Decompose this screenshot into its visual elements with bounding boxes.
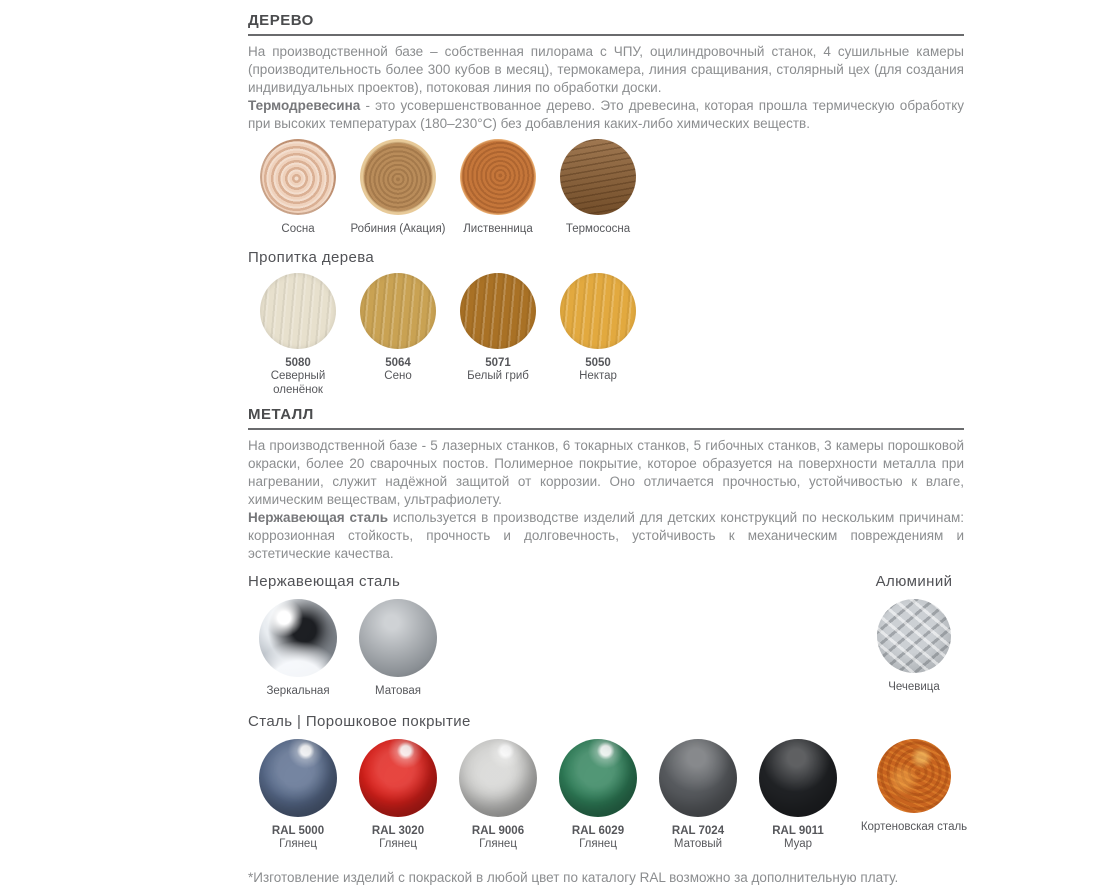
impregnation-code: 5080 — [285, 356, 311, 369]
aluminum-column — [864, 573, 964, 699]
ral-label — [548, 825, 648, 852]
ral-finish: Глянец — [279, 838, 317, 850]
mirror-steel-sphere — [259, 599, 337, 677]
metal-divider — [248, 428, 964, 430]
wood-intro-text — [248, 43, 964, 133]
ral-finish: Муар — [783, 838, 813, 850]
impregnation-code: 5064 — [385, 356, 411, 369]
ral-code: RAL 3020 — [371, 824, 425, 837]
stainless-finish-label: Матовая — [375, 685, 421, 697]
catalog-page — [248, 0, 968, 885]
stainless-aluminum-row — [248, 573, 964, 699]
ral-label — [748, 825, 848, 852]
impregnation-name: Нектар — [579, 370, 617, 382]
thermowood-term: Термодревесина — [248, 98, 361, 113]
wood-species-label: Термососна — [565, 223, 631, 235]
ral-color-item — [648, 739, 748, 852]
thermowood-paragraph — [248, 97, 964, 133]
stainless-paragraph — [248, 509, 964, 563]
ral-code: RAL 6029 — [571, 824, 625, 837]
impregnation-label — [348, 357, 448, 384]
stainless-finish-item — [348, 599, 448, 699]
impregnation-code: 5071 — [485, 356, 511, 369]
ral-ball — [659, 739, 737, 817]
impregnation-sample — [460, 273, 536, 349]
ral-color-item — [248, 739, 348, 852]
wood-species-item — [448, 139, 548, 237]
ral-label — [648, 825, 748, 852]
ral-ball — [559, 739, 637, 817]
ral-footnote: *Изготовление изделий с покраской в любой цвет по каталогу RAL возможно за дополнительную плату. — [248, 869, 899, 885]
ral-finish: Глянец — [579, 838, 617, 850]
pine-wood-sample — [260, 139, 336, 215]
ral-ball — [359, 739, 437, 817]
impregnation-sample — [260, 273, 336, 349]
stainless-finish-label: Зеркальная — [266, 685, 330, 697]
ral-label — [448, 825, 548, 852]
robinia-wood-sample — [360, 139, 436, 215]
impregnation-sample — [360, 273, 436, 349]
impregnation-label — [448, 357, 548, 384]
wood-species-row — [248, 139, 964, 237]
impregnation-swatch — [548, 273, 648, 398]
ral-color-item — [448, 739, 548, 852]
aluminum-title: Алюминий — [875, 573, 953, 590]
wood-section-title: ДЕРЕВО — [248, 12, 314, 29]
thermopine-wood-sample — [560, 139, 636, 215]
impregnation-title: Пропитка дерева — [248, 248, 375, 266]
impregnation-sample — [560, 273, 636, 349]
larch-wood-sample — [460, 139, 536, 215]
powder-row — [248, 739, 968, 852]
ral-color-item — [548, 739, 648, 852]
impregnation-swatch — [348, 273, 448, 398]
wood-intro-paragraph: На производственной базе – собственная пилорама с ЧПУ, оцилиндровочный станок, 4 сушильные камеры (производительность более 300 кубов в месяц), термокамера, линия сращивания, столярный цех (для создания индивидуальных проектов), потоковая линия по обработки доски. — [248, 44, 964, 95]
ral-color-item — [348, 739, 448, 852]
wood-species-item — [348, 139, 448, 237]
ral-ball — [259, 739, 337, 817]
metal-section-title: МЕТАЛЛ — [248, 406, 314, 423]
ral-code: RAL 9006 — [471, 824, 525, 837]
checker-plate-sample — [877, 599, 951, 673]
wood-species-label: Робиния (Акация) — [350, 223, 446, 235]
powder-coating-title: Сталь | Порошковое покрытие — [248, 712, 471, 730]
ral-ball — [459, 739, 537, 817]
impregnation-label — [248, 357, 348, 398]
metal-intro-text — [248, 437, 964, 563]
corten-column — [860, 739, 968, 852]
ral-cells — [248, 739, 848, 852]
ral-ball — [759, 739, 837, 817]
thermowood-text: - это усовершенствованное дерево. Это древесина, которая прошла термическую обработку при высоких температурах (180–230°С) без добавления каких-либо химических веществ. — [248, 98, 964, 131]
ral-finish: Глянец — [379, 838, 417, 850]
stainless-term: Нержавеющая сталь — [248, 510, 388, 525]
impregnation-swatch — [448, 273, 548, 398]
stainless-title: Нержавеющая сталь — [248, 573, 401, 590]
wood-divider — [248, 34, 964, 36]
aluminum-finish-label: Чечевица — [888, 681, 940, 693]
wood-species-label: Лиственница — [463, 223, 533, 235]
impregnation-swatch — [248, 273, 348, 398]
stainless-column — [248, 573, 448, 699]
ral-code: RAL 9011 — [772, 824, 824, 837]
ral-finish: Глянец — [479, 838, 517, 850]
metal-intro-paragraph: На производственной базе - 5 лазерных станков, 6 токарных станков, 5 гибочных станков, 3 камеры порошковой окраски, более 20 сварочных постов. Полимерное покрытие, которое образуется на поверхности металла при нагревании, служит надёжной защитой от коррозии. Оно отличается прочностью, устойчивостью к влаге, химическим веществам, ультрафиолету. — [248, 438, 964, 507]
impregnation-name: Северный оленёнок — [270, 370, 326, 396]
stainless-finish-item — [248, 599, 348, 699]
corten-steel-sample — [877, 739, 951, 813]
impregnation-code: 5050 — [585, 356, 611, 369]
matte-steel-sphere — [359, 599, 437, 677]
impregnation-name: Белый гриб — [467, 370, 529, 382]
wood-species-item — [248, 139, 348, 237]
ral-code: RAL 5000 — [271, 824, 325, 837]
wood-species-item — [548, 139, 648, 237]
stainless-finish-row — [248, 599, 448, 699]
ral-code: RAL 7024 — [671, 824, 725, 837]
ral-color-item — [748, 739, 848, 852]
stainless-text: используется в производстве изделий для детских конструкций по нескольким причинам: коррозионная стойкость, прочность и долговечность, устойчивость к механическим повреждениям и эстетические качества. — [248, 510, 964, 561]
wood-species-label: Сосна — [281, 223, 315, 235]
corten-label: Кортеновская сталь — [860, 820, 968, 833]
ral-label — [348, 825, 448, 852]
impregnation-row — [248, 273, 964, 398]
impregnation-label — [548, 357, 648, 384]
impregnation-name: Сено — [384, 370, 412, 382]
ral-finish: Матовый — [673, 838, 723, 850]
ral-label — [248, 825, 348, 852]
